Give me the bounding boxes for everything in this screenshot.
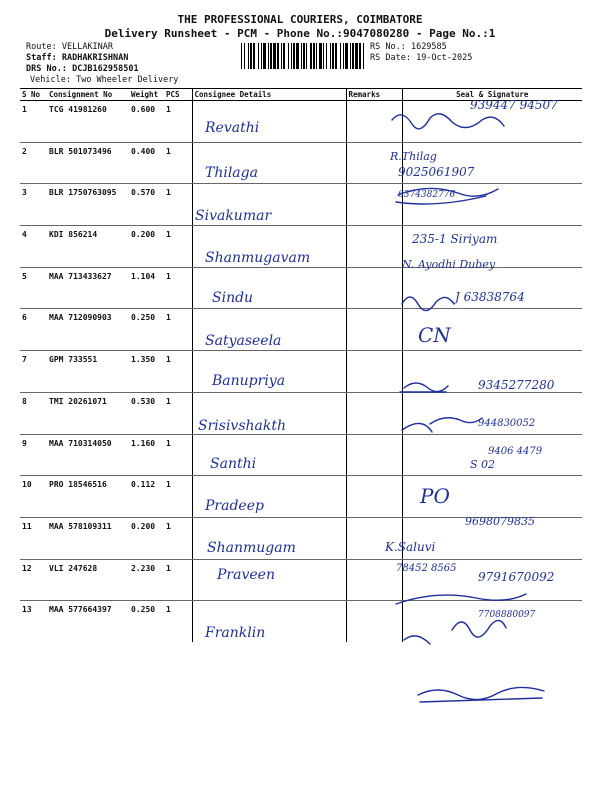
row-pcs: 1: [164, 267, 192, 309]
vehicle-value: Two Wheeler Delivery: [76, 75, 179, 85]
handwritten-note: R.Thilag: [390, 150, 437, 163]
handwritten-consignee-name: Praveen: [217, 567, 275, 583]
handwritten-consignee-name: Franklin: [205, 625, 266, 641]
row-pcs: 1: [164, 517, 192, 559]
row-sno: 8: [20, 392, 47, 434]
row-consignment-no: MAA 712090903: [47, 309, 129, 351]
col-pcs: PCS: [164, 89, 192, 101]
row-sno: 10: [20, 476, 47, 518]
row-pcs: 1: [164, 184, 192, 226]
row-weight: 0.200: [129, 226, 164, 268]
route-value: VELLAKINAR: [61, 42, 114, 52]
handwritten-consignee-name: Satyaseela: [205, 333, 282, 349]
handwritten-note: N. Ayodhi Dubey: [402, 258, 496, 271]
row-sno: 2: [20, 142, 47, 184]
row-weight: 1.350: [129, 351, 164, 393]
handwritten-note: J 63838764: [455, 290, 525, 304]
signature-scribble: [392, 114, 504, 129]
row-consignment-no: VLI 247628: [47, 559, 129, 601]
row-sno: 11: [20, 517, 47, 559]
staff-value: RADHAKRISHNAN: [61, 53, 129, 63]
drs-label: DRS No.:: [26, 64, 67, 74]
row-consignment-no: TCG 41981260: [47, 101, 129, 143]
signature-scribble: [418, 687, 544, 702]
company-name: THE PROFESSIONAL COURIERS, COIMBATORE: [177, 13, 423, 26]
handwritten-consignee-name: Banupriya: [212, 373, 286, 389]
row-weight: 0.530: [129, 392, 164, 434]
row-weight: 1.160: [129, 434, 164, 476]
rs-date-label: RS Date:: [370, 53, 411, 63]
vehicle-label: Vehicle:: [30, 75, 71, 85]
row-pcs: 1: [164, 434, 192, 476]
row-sno: 7: [20, 351, 47, 393]
handwritten-note: 939447 94507: [470, 98, 558, 112]
row-sno: 5: [20, 267, 47, 309]
row-consignment-no: MAA 577664397: [49, 605, 112, 615]
handwritten-note: PO: [420, 484, 450, 508]
row-consignment-no: BLR 1750763095: [47, 184, 129, 226]
signature-scribble: [402, 297, 454, 311]
handwritten-consignee-name: Sivakumar: [195, 208, 272, 224]
row-consignment-no: GPM 733551: [47, 351, 129, 393]
row-pcs: 1: [164, 101, 192, 143]
handwritten-consignee-name: Revathi: [205, 120, 260, 136]
row-consignment-no: BLR 501073496: [47, 142, 129, 184]
row-sno: 3: [20, 184, 47, 226]
handwritten-note: K.Saluvi: [385, 540, 436, 554]
handwritten-note: 78452 8565: [396, 563, 457, 574]
row-pcs: 1: [164, 392, 192, 434]
handwritten-consignee-name: Thilaga: [205, 165, 258, 181]
row-weight: 1.104: [129, 267, 164, 309]
row-pcs: 1: [164, 559, 192, 601]
row-pcs: 1: [164, 309, 192, 351]
drs-value: DCJB162958501: [72, 64, 139, 74]
handwritten-note: 944830052: [478, 418, 536, 429]
signature-scribble: [402, 418, 482, 432]
signature-scribble: [396, 188, 498, 204]
col-consignment: Consignment No: [47, 89, 129, 101]
handwritten-note: 9025061907: [398, 165, 475, 179]
signature-scribble: [404, 620, 506, 644]
row-weight: 0.570: [129, 184, 164, 226]
row-consignment-no: MAA 710314050: [47, 434, 129, 476]
signature-scribble: [400, 383, 448, 392]
col-consignee: Consignee Details: [192, 89, 346, 101]
handwritten-note: S 02: [470, 458, 496, 471]
row-sno: 1: [20, 101, 47, 143]
runsheet-subtitle: Delivery Runsheet - PCM - Phone No.:9047080280 - Page No.:1: [104, 27, 496, 40]
col-remarks: Remarks: [346, 89, 402, 101]
row-pcs: 1: [166, 605, 171, 615]
row-pcs: 1: [164, 226, 192, 268]
row-sno: 6: [20, 309, 47, 351]
row-sno: 13: [22, 605, 32, 615]
col-signature: Seal & Signature: [402, 89, 582, 101]
signature-scribble: [396, 594, 526, 604]
row-sno: 12: [20, 559, 47, 601]
handwritten-consignee-name: Sindu: [212, 290, 254, 306]
handwritten-note: 9345277280: [478, 378, 555, 392]
handwritten-note: 9698079835: [465, 515, 535, 528]
row-consignment-no: MAA 578109311: [47, 517, 129, 559]
row-consignment-no: TMI 20261071: [47, 392, 129, 434]
handwritten-note: CN: [418, 323, 451, 347]
handwritten-note: 9406 4479: [488, 446, 543, 457]
row-sno: 4: [20, 226, 47, 268]
row-pcs: 1: [164, 142, 192, 184]
row-consignment-no: KDI 856214: [47, 226, 129, 268]
staff-label: Staff:: [26, 53, 57, 63]
row-weight: 0.112: [129, 476, 164, 518]
row-weight: 0.600: [129, 101, 164, 143]
handwritten-consignee-name: Srisivshakth: [198, 418, 287, 434]
row-pcs: 1: [164, 351, 192, 393]
row-weight: 0.250: [131, 605, 156, 615]
row-weight: 0.250: [129, 309, 164, 351]
handwritten-note: 7708880097: [478, 610, 536, 620]
handwritten-consignee-name: Santhi: [210, 456, 257, 472]
rs-date-value: 19-Oct-2025: [416, 53, 473, 63]
row-pcs: 1: [164, 476, 192, 518]
col-weight: Weight: [129, 89, 164, 101]
row-consignment-no: MAA 713433627: [47, 267, 129, 309]
route-label: Route:: [26, 42, 57, 52]
row-sno: 9: [20, 434, 47, 476]
handwritten-note: 235-1 Siriyam: [412, 232, 498, 246]
handwritten-note: 9791670092: [478, 570, 555, 584]
rs-no-label: RS No.:: [370, 42, 406, 52]
col-sno: S No: [20, 89, 47, 101]
handwritten-consignee-name: Shanmugam: [207, 540, 296, 556]
rs-no-value: 1629585: [410, 42, 447, 52]
row-weight: 0.200: [129, 517, 164, 559]
handwritten-note: 6374382776: [398, 190, 456, 200]
row-weight: 0.400: [129, 142, 164, 184]
handwritten-consignee-name: Pradeep: [205, 498, 264, 514]
row-consignment-no: PRO 18546516: [47, 476, 129, 518]
handwritten-consignee-name: Shanmugavam: [205, 250, 311, 266]
row-weight: 2.230: [129, 559, 164, 601]
